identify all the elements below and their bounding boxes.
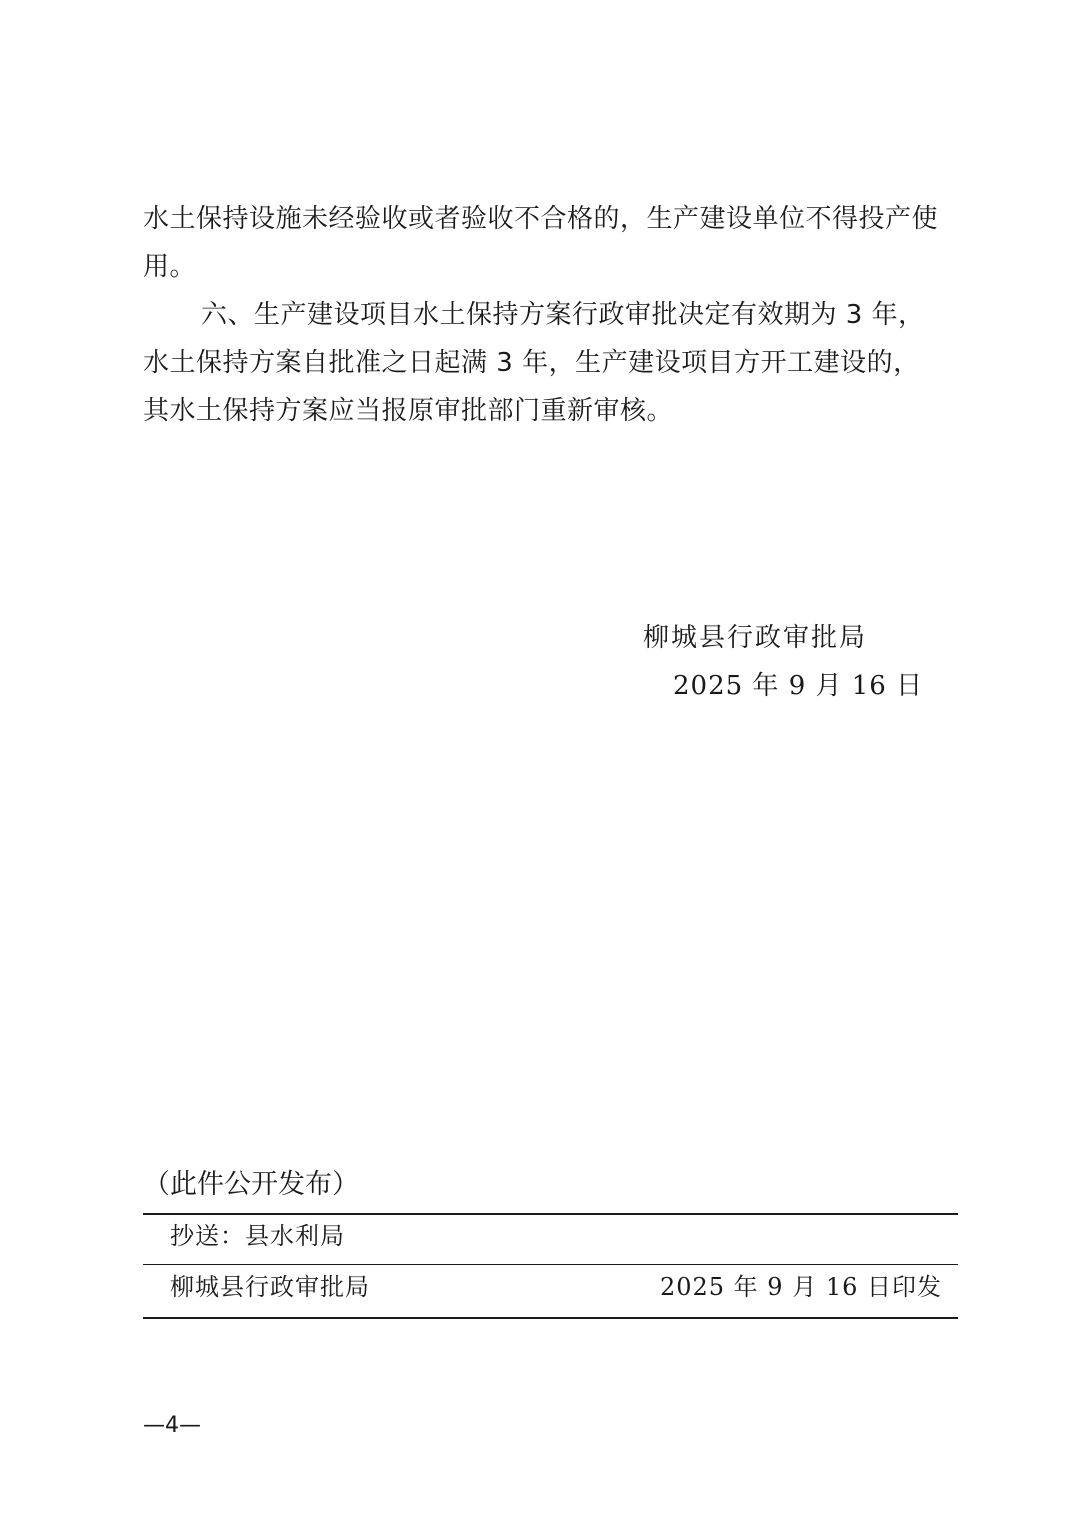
footer-middle-rule bbox=[143, 1264, 958, 1265]
body-paragraph-2: 六、生产建设项目水土保持方案行政审批决定有效期为 3 年，水土保持方案自批准之日起满 3 年，生产建设项目方开工建设的，其水土保持方案应当报原审批部门重新审核。 bbox=[143, 300, 925, 426]
issuer-organization: 柳城县行政审批局 bbox=[170, 1273, 370, 1301]
cc-line: 抄送：县水利局 bbox=[170, 1222, 345, 1250]
footer-top-rule bbox=[143, 1213, 958, 1215]
footer-bottom-rule bbox=[143, 1317, 958, 1319]
signature-date: 2025 年 9 月 16 日 bbox=[673, 671, 924, 701]
page-number: —4— bbox=[143, 1413, 201, 1438]
issue-date: 2025 年 9 月 16 日印发 bbox=[659, 1273, 942, 1301]
body-paragraph-1: 水土保持设施未经验收或者验收不合格的，生产建设单位不得投产使用。 bbox=[143, 204, 939, 282]
public-release-note: （此件公开发布） bbox=[143, 1169, 359, 1200]
signature-organization: 柳城县行政审批局 bbox=[643, 623, 868, 653]
